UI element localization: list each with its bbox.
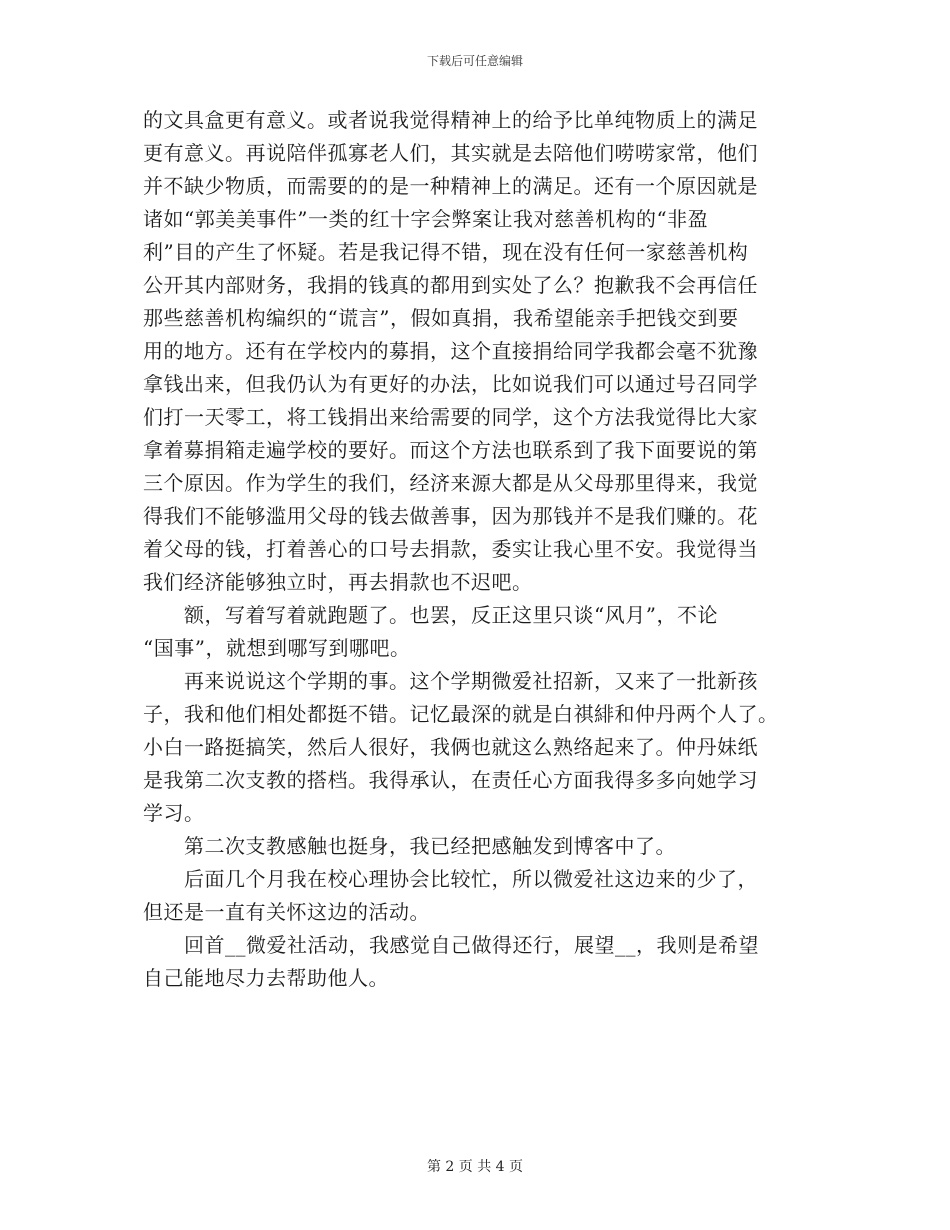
text-line: 自己能地尽力去帮助他人。 <box>143 966 389 990</box>
text-line: 公开其内部财务，我捐的钱真的都用到实处了么？抱歉我不会再信任 <box>143 273 758 297</box>
text-line: 但还是一直有关怀这边的活动。 <box>143 900 430 924</box>
text-line: 们打一天零工，将工钱捐出来给需要的同学，这个方法我觉得比大家 <box>143 405 758 429</box>
text-line: 小白一路挺搞笑，然后人很好，我俩也就这么熟络起来了。仲丹妹纸 <box>143 735 758 759</box>
page-footer: 第 2 页 共 4 页 <box>426 1159 524 1175</box>
text-line: 拿钱出来，但我仍认为有更好的办法，比如说我们可以通过号召同学 <box>143 372 758 396</box>
text-line: 回首__微爱社活动，我感觉自己做得还行，展望__，我则是希望 <box>143 933 759 957</box>
text-line: 第二次支教感触也挺身，我已经把感触发到博客中了。 <box>143 834 676 858</box>
text-line: 诸如“郭美美事件”一类的红十字会弊案让我对慈善机构的“非盈 <box>143 207 709 231</box>
text-line: 子，我和他们相处都挺不错。记忆最深的就是白祺緋和仲丹两个人了。 <box>143 702 779 726</box>
text-line: 那些慈善机构编织的“谎言”，假如真捐，我希望能亲手把钱交到要 <box>143 306 739 330</box>
text-line: 的文具盒更有意义。或者说我觉得精神上的给予比单纯物质上的满足 <box>143 108 758 132</box>
text-line: 用的地方。还有在学校内的募捐，这个直接捐给同学我都会毫不犹豫 <box>143 339 758 363</box>
text-line: 拿着募捐箱走遍学校的要好。而这个方法也联系到了我下面要说的第 <box>143 438 758 462</box>
text-line: 得我们不能够滥用父母的钱去做善事，因为那钱并不是我们赚的。花 <box>143 504 758 528</box>
text-line: 额，写着写着就跑题了。也罢，反正这里只谈“风月”，不论 <box>143 603 718 627</box>
text-line: “国事”，就想到哪写到哪吧。 <box>143 636 411 660</box>
text-line: 是我第二次支教的搭档。我得承认，在责任心方面我得多多向她学习 <box>143 768 758 792</box>
text-line: 并不缺少物质，而需要的的是一种精神上的满足。还有一个原因就是 <box>143 174 758 198</box>
text-line: 利”目的产生了怀疑。若是我记得不错，现在没有任何一家慈善机构 <box>143 240 749 264</box>
text-line: 三个原因。作为学生的我们，经济来源大都是从父母那里得来，我觉 <box>143 471 758 495</box>
text-line: 再来说说这个学期的事。这个学期微爱社招新，又来了一批新孩 <box>143 669 758 693</box>
text-line: 着父母的钱，打着善心的口号去捐款，委实让我心里不安。我觉得当 <box>143 537 758 561</box>
text-line: 更有意义。再说陪伴孤寡老人们，其实就是去陪他们唠唠家常，他们 <box>143 141 758 165</box>
text-line: 我们经济能够独立时，再去捐款也不迟吧。 <box>143 570 533 594</box>
text-line: 学习。 <box>143 801 205 825</box>
body-text <box>143 104 809 995</box>
page-header: 下载后可任意编辑 <box>426 54 523 68</box>
text-line: 后面几个月我在校心理协会比较忙，所以微爱社这边来的少了， <box>143 867 758 891</box>
